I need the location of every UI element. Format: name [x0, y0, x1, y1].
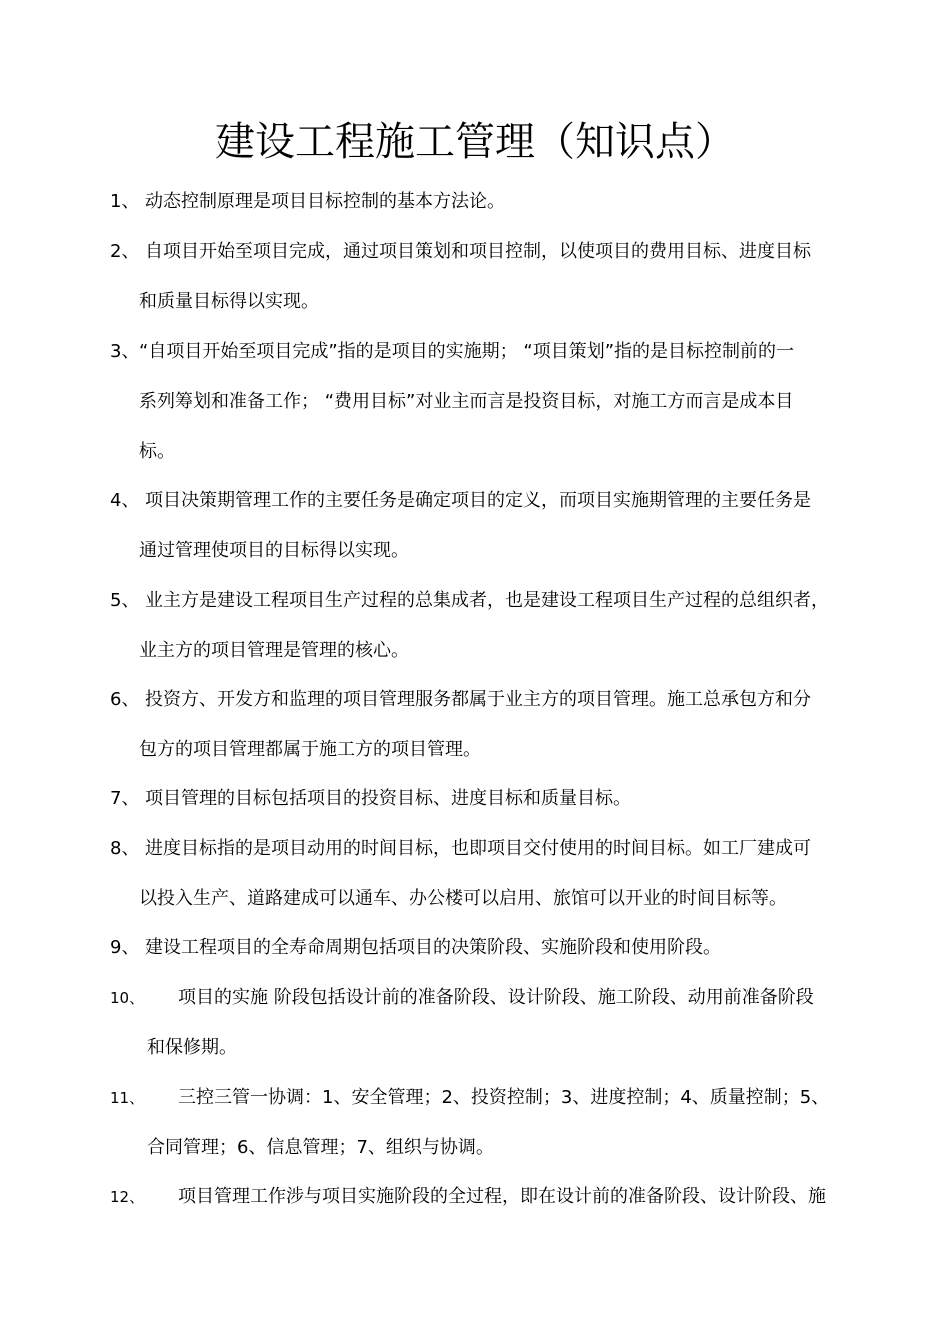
item-line: 包方的项目管理都属于施工方的项目管理。 — [139, 739, 481, 760]
item-line: 合同管理；6、信息管理；7、组织与协调。 — [147, 1137, 494, 1158]
item-line: “自项目开始至项目完成”指的是项目的实施期； “项目策划”指的是目标控制前的一 — [139, 341, 795, 362]
item-number: 3、 — [110, 341, 140, 362]
item-line: 业主方的项目管理是管理的核心。 — [139, 640, 409, 661]
item-line: 系列筹划和准备工作； “费用目标”对业主而言是投资目标，对施工方而言是成本目 — [139, 391, 794, 412]
item-number: 2、 — [110, 241, 140, 262]
item-line: 投资方、开发方和监理的项目管理服务都属于业主方的项目管理。施工总承包方和分 — [145, 689, 811, 710]
item-number: 4、 — [110, 490, 140, 511]
item-line: 动态控制原理是项目目标控制的基本方法论。 — [145, 191, 505, 212]
item-line: 和质量目标得以实现。 — [139, 291, 319, 312]
item-number: 1、 — [110, 191, 140, 212]
item-line: 自项目开始至项目完成，通过项目策划和项目控制，以使项目的费用目标、进度目标 — [145, 241, 811, 262]
item-line: 项目管理的目标包括项目的投资目标、进度目标和质量目标。 — [145, 788, 631, 809]
item-line: 项目决策期管理工作的主要任务是确定项目的定义，而项目实施期管理的主要任务是 — [145, 490, 811, 511]
item-line: 标。 — [139, 441, 175, 462]
item-number: 10、 — [110, 989, 145, 1007]
item-line: 项目的实施 阶段包括设计前的准备阶段、设计阶段、施工阶段、动用前准备阶段 — [178, 987, 814, 1008]
document-title: 建设工程施工管理（知识点） — [215, 119, 735, 165]
item-number: 8、 — [110, 838, 140, 859]
item-line: 建设工程项目的全寿命周期包括项目的决策阶段、实施阶段和使用阶段。 — [145, 937, 721, 958]
item-number: 7、 — [110, 788, 140, 809]
item-line: 以投入生产、道路建成可以通车、办公楼可以启用、旅馆可以开业的时间目标等。 — [139, 888, 787, 909]
item-number: 12、 — [110, 1188, 145, 1206]
item-number: 5、 — [110, 590, 140, 611]
item-number: 9、 — [110, 937, 140, 958]
item-line: 项目管理工作涉与项目实施阶段的全过程，即在设计前的准备阶段、设计阶段、施 — [178, 1186, 826, 1207]
item-line: 业主方是建设工程项目生产过程的总集成者，也是建设工程项目生产过程的总组织者， — [145, 590, 829, 611]
item-number: 11、 — [110, 1089, 145, 1107]
item-number: 6、 — [110, 689, 140, 710]
item-line: 三控三管一协调：1、安全管理；2、投资控制；3、进度控制；4、质量控制；5、 — [178, 1087, 830, 1108]
item-line: 和保修期。 — [147, 1037, 237, 1058]
item-line: 进度目标指的是项目动用的时间目标，也即项目交付使用的时间目标。如工厂建成可 — [145, 838, 811, 859]
item-line: 通过管理使项目的目标得以实现。 — [139, 540, 409, 561]
